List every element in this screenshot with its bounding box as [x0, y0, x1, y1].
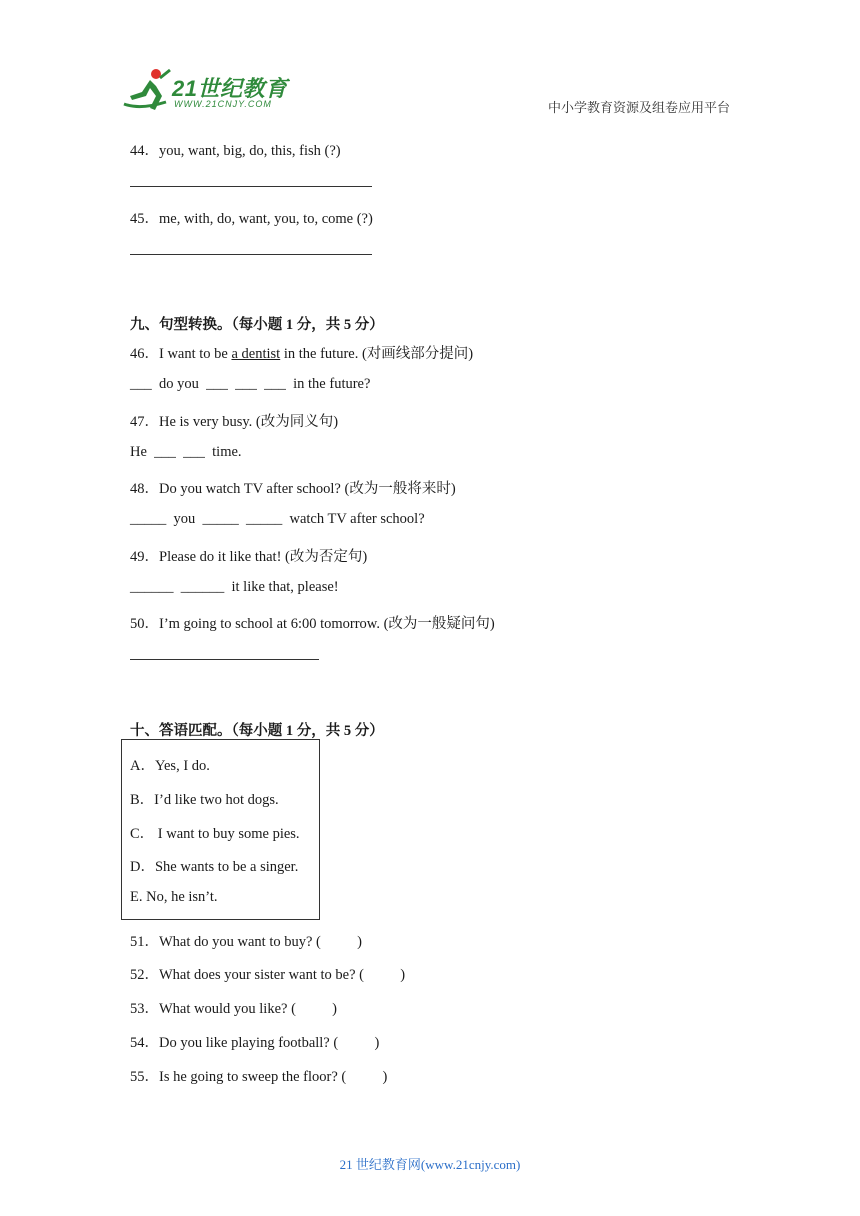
answer-47[interactable]: He ___ ___ time. [130, 444, 242, 460]
question-47: 47．He is very busy. (改为同义句) [130, 414, 339, 430]
option-c: C． I want to buy some pies. [130, 826, 300, 842]
q46-suffix: in the future. (对画线部分提问) [280, 346, 474, 362]
option-e: E. No, he isn’t. [130, 889, 218, 905]
question-50: 50．I’m going to school at 6:00 tomorrow. (改为一般疑问句) [130, 616, 495, 632]
answer-line-45[interactable] [130, 254, 372, 255]
question-53[interactable]: 53．What would you like? ( ) [130, 1001, 337, 1017]
site-logo [120, 66, 290, 116]
answer-49[interactable]: ______ ______ it like that, please! [130, 579, 339, 595]
option-a: A．Yes, I do. [130, 758, 210, 774]
question-44: 44．you, want, big, do, this, fish (?) [130, 143, 341, 159]
answer-line-50[interactable] [130, 659, 319, 660]
runner-logo-icon [120, 66, 172, 114]
logo-title: 21世纪教育 [172, 76, 288, 101]
question-55[interactable]: 55．Is he going to sweep the floor? ( ) [130, 1069, 388, 1085]
question-49: 49．Please do it like that! (改为否定句) [130, 549, 368, 565]
logo-url: WWW.21CNJY.COM [174, 99, 272, 109]
question-51[interactable]: 51．What do you want to buy? ( ) [130, 934, 362, 950]
question-54[interactable]: 54．Do you like playing football? ( ) [130, 1035, 380, 1051]
answer-46[interactable]: ___ do you ___ ___ ___ in the future? [130, 376, 371, 392]
option-d: D．She wants to be a singer. [130, 859, 299, 875]
section-10-title: 十、答语匹配。（每小题 1 分，共 5 分） [130, 723, 384, 739]
q46-underlined: a dentist [231, 346, 281, 362]
question-52[interactable]: 52．What does your sister want to be? ( ) [130, 967, 406, 983]
question-48: 48．Do you watch TV after school? (改为一般将来时) [130, 481, 456, 497]
answer-48[interactable]: _____ you _____ _____ watch TV after school? [130, 511, 425, 527]
question-46 [130, 342, 473, 363]
platform-tagline: 中小学教育资源及组卷应用平台 [547, 100, 730, 115]
page-footer[interactable]: 21 世纪教育网(www.21cnjy.com) [339, 1157, 521, 1172]
section-9-title: 九、句型转换。（每小题 1 分，共 5 分） [130, 317, 384, 333]
option-b: B．I’d like two hot dogs. [130, 792, 279, 808]
question-45: 45．me, with, do, want, you, to, come (?) [130, 211, 373, 227]
answer-line-44[interactable] [130, 186, 372, 187]
q46-prefix: 46．I want to be [130, 346, 232, 362]
